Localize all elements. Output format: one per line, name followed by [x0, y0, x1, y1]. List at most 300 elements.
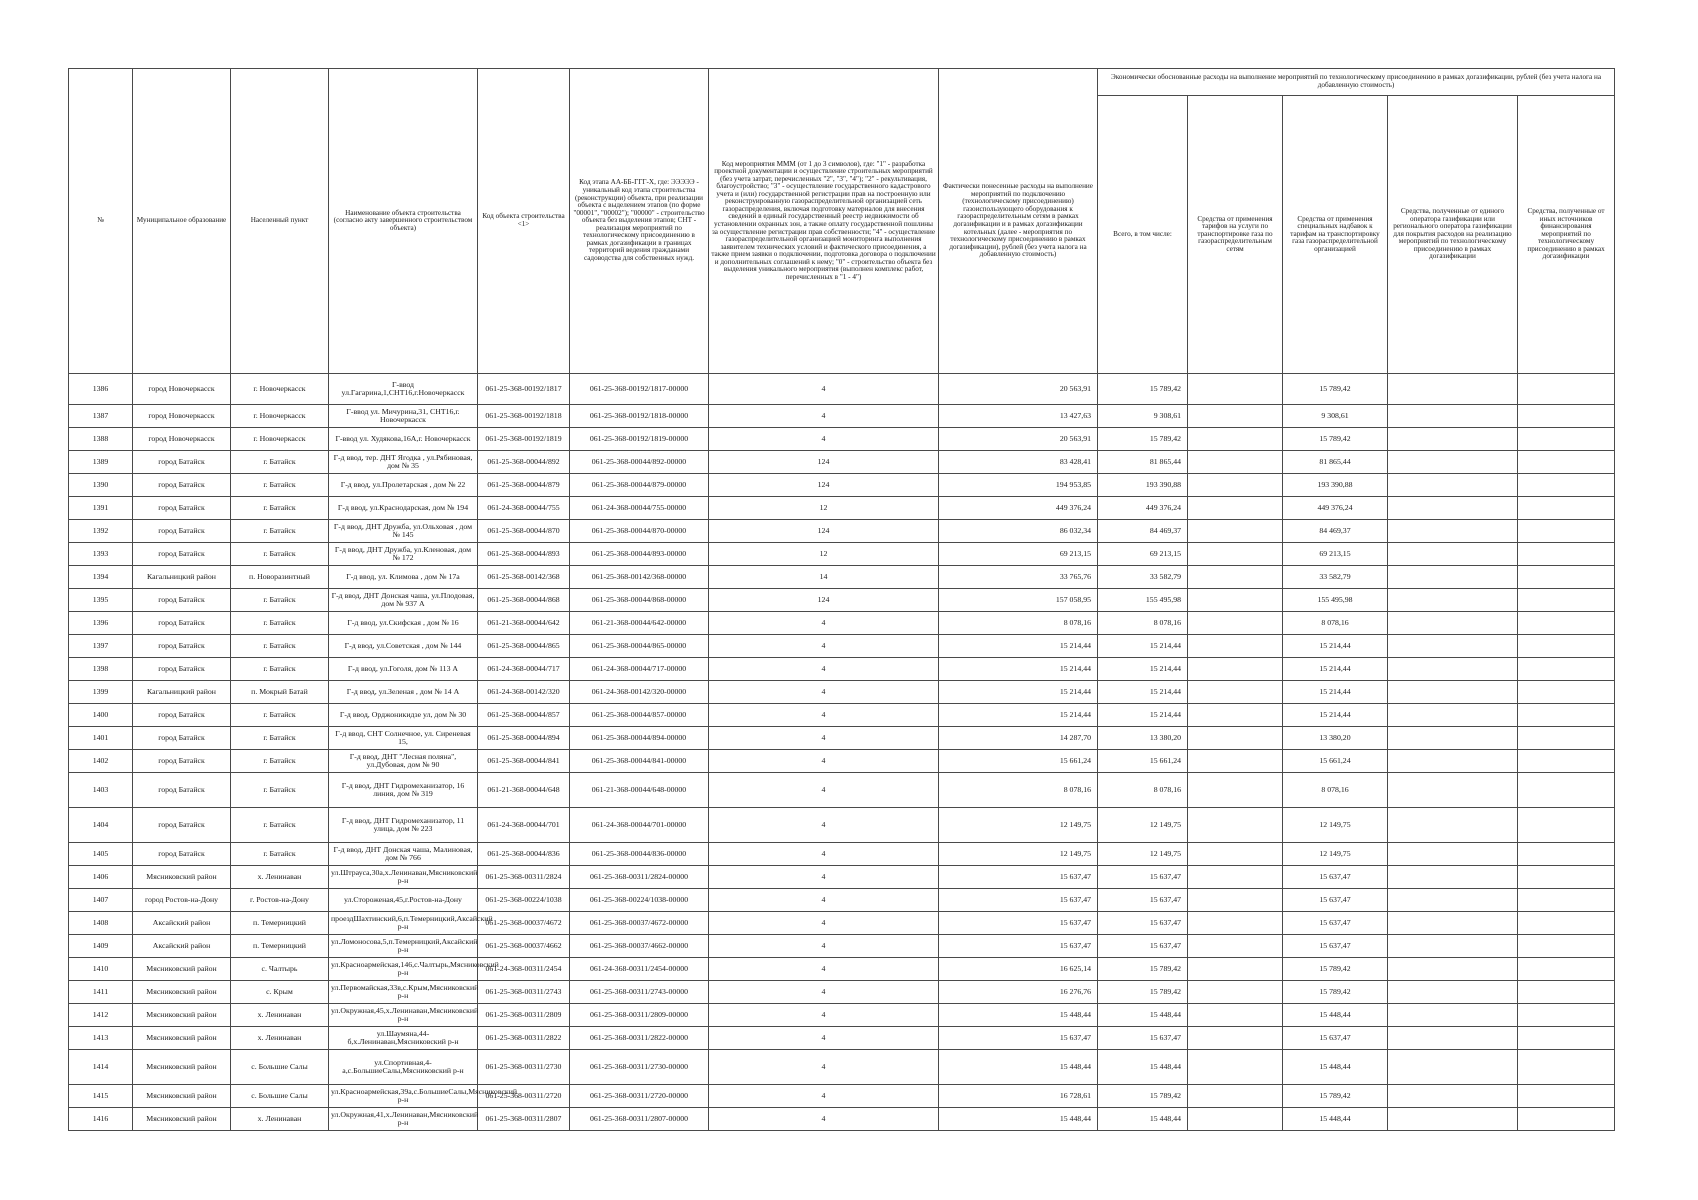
- cell-stage-code: 061-21-368-00044/642-00000: [570, 612, 709, 635]
- cell-municipality: город Батайск: [133, 474, 231, 497]
- table-row: [69, 451, 1615, 474]
- col-object-code: Код объекта строительства <1>: [478, 69, 570, 374]
- table-row: [69, 405, 1615, 428]
- cell-event-code: 124: [709, 589, 939, 612]
- table-row: [69, 681, 1615, 704]
- cell-total: 84 469,37: [1098, 520, 1188, 543]
- table-row: [69, 773, 1615, 808]
- cell-object-code: 061-25-368-00224/1038: [478, 889, 570, 912]
- cell-no: 1392: [69, 520, 133, 543]
- cell-object-code: 061-25-368-00311/2809: [478, 1004, 570, 1027]
- cell-tariff-funds: [1188, 566, 1283, 589]
- cell-total: 33 582,79: [1098, 566, 1188, 589]
- cell-event-code: 124: [709, 474, 939, 497]
- cell-total: 15 637,47: [1098, 866, 1188, 889]
- cell-tariff-funds: [1188, 808, 1283, 843]
- cell-municipality: Кагальницкий район: [133, 566, 231, 589]
- cell-tariff-funds: [1188, 612, 1283, 635]
- cell-other-funds: [1518, 658, 1615, 681]
- cell-settlement: г. Батайск: [231, 612, 329, 635]
- cell-settlement: с. Большие Салы: [231, 1085, 329, 1108]
- cell-event-code: 14: [709, 566, 939, 589]
- cell-other-funds: [1518, 750, 1615, 773]
- table-row: [69, 808, 1615, 843]
- cell-settlement: г. Батайск: [231, 635, 329, 658]
- cell-settlement: с. Крым: [231, 981, 329, 1004]
- cell-object-code: 061-25-368-00037/4662: [478, 935, 570, 958]
- cell-settlement: г. Батайск: [231, 474, 329, 497]
- cell-no: 1390: [69, 474, 133, 497]
- cell-object-name: Г-д ввод, ул. Климова , дом № 17а: [329, 566, 478, 589]
- cell-tariff-funds: [1188, 589, 1283, 612]
- cell-special-allowances: 81 865,44: [1283, 451, 1388, 474]
- table-row: [69, 1050, 1615, 1085]
- cell-stage-code: 061-24-368-00044/755-00000: [570, 497, 709, 520]
- cell-object-code: 061-25-368-00044/893: [478, 543, 570, 566]
- cell-tariff-funds: [1188, 889, 1283, 912]
- cell-stage-code: 061-25-368-00044/841-00000: [570, 750, 709, 773]
- cell-stage-code: 061-24-368-00044/701-00000: [570, 808, 709, 843]
- cell-event-code: 124: [709, 451, 939, 474]
- cell-tariff-funds: [1188, 935, 1283, 958]
- cell-tariff-funds: [1188, 843, 1283, 866]
- cell-total: 15 661,24: [1098, 750, 1188, 773]
- cell-object-name: ул.Первомайская,33в,с.Крым,Мясниковский р-н: [329, 981, 478, 1004]
- cell-operator-funds: [1388, 1050, 1518, 1085]
- cell-event-code: 4: [709, 428, 939, 451]
- table-row: [69, 374, 1615, 405]
- cell-object-code: 061-24-368-00044/701: [478, 808, 570, 843]
- cell-stage-code: 061-25-368-00311/2807-00000: [570, 1108, 709, 1131]
- cell-special-allowances: 15 661,24: [1283, 750, 1388, 773]
- cell-settlement: г. Батайск: [231, 727, 329, 750]
- cell-actual-costs: 15 661,24: [939, 750, 1098, 773]
- cell-stage-code: 061-21-368-00044/648-00000: [570, 773, 709, 808]
- cell-object-code: 061-25-368-00192/1819: [478, 428, 570, 451]
- cell-tariff-funds: [1188, 1004, 1283, 1027]
- cell-event-code: 4: [709, 1050, 939, 1085]
- cell-other-funds: [1518, 935, 1615, 958]
- cell-event-code: 12: [709, 497, 939, 520]
- cell-object-name: Г-д ввод, ДНТ "Лесная поляна", ул.Дубовая, дом № 90: [329, 750, 478, 773]
- cell-settlement: г. Батайск: [231, 843, 329, 866]
- cell-actual-costs: 20 563,91: [939, 428, 1098, 451]
- cell-actual-costs: 15 637,47: [939, 1027, 1098, 1050]
- col-settlement: Населенный пункт: [231, 69, 329, 374]
- cell-tariff-funds: [1188, 543, 1283, 566]
- cell-actual-costs: 16 625,14: [939, 958, 1098, 981]
- cell-object-code: 061-21-368-00044/642: [478, 612, 570, 635]
- cell-total: 15 448,44: [1098, 1050, 1188, 1085]
- cell-operator-funds: [1388, 935, 1518, 958]
- cell-total: 193 390,88: [1098, 474, 1188, 497]
- cell-municipality: Кагальницкий район: [133, 681, 231, 704]
- cell-tariff-funds: [1188, 1027, 1283, 1050]
- cell-object-name: ул.Стороженая,45,г.Ростов-на-Дону: [329, 889, 478, 912]
- table-row: [69, 589, 1615, 612]
- cell-operator-funds: [1388, 658, 1518, 681]
- cell-other-funds: [1518, 981, 1615, 1004]
- cell-settlement: г. Ростов-на-Дону: [231, 889, 329, 912]
- cell-municipality: Мясниковский район: [133, 1108, 231, 1131]
- cell-municipality: город Батайск: [133, 543, 231, 566]
- cell-object-name: Г-д ввод, ДНТ Донская чаша, Малиновая, дом № 766: [329, 843, 478, 866]
- cell-operator-funds: [1388, 889, 1518, 912]
- cell-municipality: Аксайский район: [133, 912, 231, 935]
- table-row: [69, 474, 1615, 497]
- cell-tariff-funds: [1188, 773, 1283, 808]
- cell-special-allowances: 15 789,42: [1283, 1085, 1388, 1108]
- cell-no: 1411: [69, 981, 133, 1004]
- cell-actual-costs: 16 728,61: [939, 1085, 1098, 1108]
- table-row: [69, 566, 1615, 589]
- cell-stage-code: 061-24-368-00142/320-00000: [570, 681, 709, 704]
- cell-municipality: город Новочеркасск: [133, 405, 231, 428]
- cell-municipality: Мясниковский район: [133, 866, 231, 889]
- cell-actual-costs: 15 448,44: [939, 1050, 1098, 1085]
- col-operator-funds: Средства, полученные от единого оператора газификации или регионального оператора газификации для покрытия расходов на реализацию мероприятий по технологическому присоединению в рамках догазификации: [1388, 96, 1518, 374]
- cell-operator-funds: [1388, 543, 1518, 566]
- cell-stage-code: 061-25-368-00311/2720-00000: [570, 1085, 709, 1108]
- cell-actual-costs: 15 214,44: [939, 681, 1098, 704]
- cell-settlement: г. Батайск: [231, 658, 329, 681]
- cell-operator-funds: [1388, 681, 1518, 704]
- cell-total: 15 214,44: [1098, 704, 1188, 727]
- cell-stage-code: 061-25-368-00311/2824-00000: [570, 866, 709, 889]
- cell-tariff-funds: [1188, 750, 1283, 773]
- col-object-name: Наименование объекта строительства (согласно акту завершенного строительством объекта): [329, 69, 478, 374]
- table-header: [69, 69, 1615, 374]
- cell-actual-costs: 15 214,44: [939, 704, 1098, 727]
- cell-tariff-funds: [1188, 658, 1283, 681]
- cell-municipality: город Ростов-на-Дону: [133, 889, 231, 912]
- cell-other-funds: [1518, 889, 1615, 912]
- cell-event-code: 4: [709, 866, 939, 889]
- cell-settlement: п. Темерницкий: [231, 935, 329, 958]
- cell-stage-code: 061-25-368-00192/1819-00000: [570, 428, 709, 451]
- cell-object-name: Г-д ввод, ДНТ Донская чаша, ул.Плодовая, дом № 937 А: [329, 589, 478, 612]
- cell-object-name: ул.Окружная,41,х.Ленинаван,Мясниковский р-н: [329, 1108, 478, 1131]
- cell-special-allowances: 15 789,42: [1283, 374, 1388, 405]
- cell-tariff-funds: [1188, 1108, 1283, 1131]
- cell-actual-costs: 16 276,76: [939, 981, 1098, 1004]
- cell-tariff-funds: [1188, 681, 1283, 704]
- cell-tariff-funds: [1188, 474, 1283, 497]
- cell-settlement: п. Новоразинтный: [231, 566, 329, 589]
- cell-no: 1388: [69, 428, 133, 451]
- cell-other-funds: [1518, 589, 1615, 612]
- cell-total: 15 214,44: [1098, 658, 1188, 681]
- cell-operator-funds: [1388, 1108, 1518, 1131]
- cell-event-code: 12: [709, 543, 939, 566]
- cell-special-allowances: 69 213,15: [1283, 543, 1388, 566]
- cell-other-funds: [1518, 474, 1615, 497]
- cell-special-allowances: 84 469,37: [1283, 520, 1388, 543]
- col-actual-costs: Фактически понесенные расходы на выполнение мероприятий по подключению (технологическому присоединению) газоиспользующего оборудования к газораспределительным сетям в рамках догазификации и в рамках догазификации котельных (далее - мероприятия по технологическому присоединению в рамках догазификации), рублей (без учета налога на добавленную стоимость): [939, 69, 1098, 374]
- cell-tariff-funds: [1188, 866, 1283, 889]
- cell-stage-code: 061-25-368-00311/2822-00000: [570, 1027, 709, 1050]
- cell-object-code: 061-24-368-00311/2454: [478, 958, 570, 981]
- cell-tariff-funds: [1188, 451, 1283, 474]
- cell-object-code: 061-25-368-00311/2720: [478, 1085, 570, 1108]
- cell-municipality: город Новочеркасск: [133, 374, 231, 405]
- cell-event-code: 4: [709, 612, 939, 635]
- cell-event-code: 4: [709, 912, 939, 935]
- cell-object-code: 061-25-368-00192/1817: [478, 374, 570, 405]
- cell-event-code: 124: [709, 520, 939, 543]
- cell-special-allowances: 15 637,47: [1283, 889, 1388, 912]
- cell-other-funds: [1518, 451, 1615, 474]
- cell-total: 155 495,98: [1098, 589, 1188, 612]
- col-event-code: Код мероприятия МММ (от 1 до 3 символов), где: "1" - разработка проектной документации и осуществление строительных мероприятий (без учета затрат, перечисленных "2", "3", "4"); "2" - рекультивация, благоустройство; "3" - осуществление государственного кадастрового учета и (или) государственной регистрации прав на построенную или реконструированную газораспределительной организацией сеть газораспределения, включая подготовку материалов для внесения сведений в единый государственный реестр недвижимости об установлении охранных зон, а также оплату государственной пошлины за осуществление регистрации прав собственности; "4" - осуществление газораспределительной организацией мониторинга выполнения заявителем технических условий и фактического присоединения, а также прием заявки о подключении, подготовка договора о подключении и дополнительных соглашений к нему; "0" - строительство объекта без выделения уникального мероприятия (выполнен комплекс работ, перечисленных в "1 - 4"): [709, 69, 939, 374]
- cell-operator-funds: [1388, 497, 1518, 520]
- cell-total: 15 789,42: [1098, 1085, 1188, 1108]
- cell-special-allowances: 8 078,16: [1283, 612, 1388, 635]
- cell-total: 15 637,47: [1098, 912, 1188, 935]
- cell-operator-funds: [1388, 1027, 1518, 1050]
- cell-other-funds: [1518, 612, 1615, 635]
- cell-operator-funds: [1388, 451, 1518, 474]
- cell-special-allowances: 15 214,44: [1283, 658, 1388, 681]
- cell-special-allowances: 8 078,16: [1283, 773, 1388, 808]
- cell-object-name: Г-д ввод, тер. ДНТ Ягодка , ул.Рябиновая, дом № 35: [329, 451, 478, 474]
- cell-municipality: город Батайск: [133, 451, 231, 474]
- cell-municipality: город Батайск: [133, 843, 231, 866]
- cell-special-allowances: 15 789,42: [1283, 958, 1388, 981]
- cell-operator-funds: [1388, 843, 1518, 866]
- cell-stage-code: 061-25-368-00311/2730-00000: [570, 1050, 709, 1085]
- cell-event-code: 4: [709, 1108, 939, 1131]
- cell-municipality: Мясниковский район: [133, 1004, 231, 1027]
- cell-municipality: город Батайск: [133, 589, 231, 612]
- table-row: [69, 497, 1615, 520]
- col-tariff-funds: Средства от применения тарифов на услуги по транспортировке газа по газораспределительным сетям: [1188, 96, 1283, 374]
- cell-operator-funds: [1388, 704, 1518, 727]
- cell-settlement: г. Новочеркасск: [231, 428, 329, 451]
- cell-other-funds: [1518, 808, 1615, 843]
- cell-other-funds: [1518, 773, 1615, 808]
- cell-municipality: город Батайск: [133, 773, 231, 808]
- cell-stage-code: 061-25-368-00192/1817-00000: [570, 374, 709, 405]
- cell-settlement: г. Батайск: [231, 589, 329, 612]
- cell-no: 1397: [69, 635, 133, 658]
- cell-actual-costs: 15 637,47: [939, 912, 1098, 935]
- table-row: [69, 543, 1615, 566]
- cell-settlement: х. Ленинаван: [231, 1027, 329, 1050]
- cell-object-code: 061-25-368-00044/892: [478, 451, 570, 474]
- cell-object-name: Г-д ввод, ДНТ Гидромеханизатор, 11 улица, дом № 223: [329, 808, 478, 843]
- cell-special-allowances: 33 582,79: [1283, 566, 1388, 589]
- cell-tariff-funds: [1188, 497, 1283, 520]
- cell-municipality: город Батайск: [133, 520, 231, 543]
- cell-other-funds: [1518, 374, 1615, 405]
- cell-municipality: Мясниковский район: [133, 1085, 231, 1108]
- cell-stage-code: 061-25-368-00142/368-00000: [570, 566, 709, 589]
- table-row: [69, 935, 1615, 958]
- cell-other-funds: [1518, 1108, 1615, 1131]
- cell-actual-costs: 8 078,16: [939, 612, 1098, 635]
- cell-stage-code: 061-25-368-00044/836-00000: [570, 843, 709, 866]
- cell-object-name: ул.Штрауса,30а,х.Ленинаван,Мясниковский р-н: [329, 866, 478, 889]
- cell-object-name: Г-д ввод, ул.Пролетарская , дом № 22: [329, 474, 478, 497]
- cell-object-code: 061-25-368-00311/2730: [478, 1050, 570, 1085]
- cell-object-name: Г-ввод ул.Гагарина,1,СНТ16,г.Новочеркасск: [329, 374, 478, 405]
- cell-special-allowances: 15 448,44: [1283, 1108, 1388, 1131]
- cell-total: 8 078,16: [1098, 612, 1188, 635]
- cell-other-funds: [1518, 912, 1615, 935]
- cell-event-code: 4: [709, 981, 939, 1004]
- cell-actual-costs: 15 214,44: [939, 658, 1098, 681]
- cell-actual-costs: 13 427,63: [939, 405, 1098, 428]
- cell-stage-code: 061-25-368-00037/4662-00000: [570, 935, 709, 958]
- cell-object-name: Г-д ввод, ДНТ Гидромеханизатор, 16 линия, дом № 319: [329, 773, 478, 808]
- cell-event-code: 4: [709, 889, 939, 912]
- cell-total: 15 789,42: [1098, 428, 1188, 451]
- cell-special-allowances: 155 495,98: [1283, 589, 1388, 612]
- cell-settlement: г. Батайск: [231, 750, 329, 773]
- cell-total: 449 376,24: [1098, 497, 1188, 520]
- cell-object-code: 061-24-368-00142/320: [478, 681, 570, 704]
- cell-stage-code: 061-24-368-00311/2454-00000: [570, 958, 709, 981]
- cell-actual-costs: 33 765,76: [939, 566, 1098, 589]
- col-total: Всего, в том числе:: [1098, 96, 1188, 374]
- cell-total: 12 149,75: [1098, 808, 1188, 843]
- cell-municipality: Мясниковский район: [133, 958, 231, 981]
- cell-special-allowances: 15 448,44: [1283, 1050, 1388, 1085]
- cell-stage-code: 061-25-368-00044/893-00000: [570, 543, 709, 566]
- cell-object-name: Г-д ввод, СНТ Солнечное, ул. Сиреневая 15,: [329, 727, 478, 750]
- cell-operator-funds: [1388, 958, 1518, 981]
- cell-total: 15 789,42: [1098, 958, 1188, 981]
- cell-operator-funds: [1388, 474, 1518, 497]
- cell-tariff-funds: [1188, 727, 1283, 750]
- table-row: [69, 866, 1615, 889]
- cell-actual-costs: 15 637,47: [939, 866, 1098, 889]
- cell-other-funds: [1518, 405, 1615, 428]
- cell-municipality: город Новочеркасск: [133, 428, 231, 451]
- cell-municipality: Мясниковский район: [133, 1050, 231, 1085]
- cell-object-name: ул.Окружная,45,х.Ленинаван,Мясниковский р-н: [329, 1004, 478, 1027]
- cell-object-code: 061-25-368-00044/841: [478, 750, 570, 773]
- cell-settlement: х. Ленинаван: [231, 866, 329, 889]
- cell-event-code: 4: [709, 843, 939, 866]
- cell-operator-funds: [1388, 566, 1518, 589]
- cell-object-name: Г-д ввод, ул.Гоголя, дом № 113 А: [329, 658, 478, 681]
- cell-operator-funds: [1388, 1085, 1518, 1108]
- cell-actual-costs: 12 149,75: [939, 843, 1098, 866]
- cell-actual-costs: 15 637,47: [939, 935, 1098, 958]
- cell-event-code: 4: [709, 750, 939, 773]
- cell-no: 1403: [69, 773, 133, 808]
- table-row: [69, 750, 1615, 773]
- cell-other-funds: [1518, 681, 1615, 704]
- cell-operator-funds: [1388, 1004, 1518, 1027]
- cell-no: 1410: [69, 958, 133, 981]
- cell-event-code: 4: [709, 1085, 939, 1108]
- cell-object-name: Г-ввод ул. Мичурина,31, СНТ16,г. Новочеркасск: [329, 405, 478, 428]
- cell-other-funds: [1518, 1027, 1615, 1050]
- cell-actual-costs: 12 149,75: [939, 808, 1098, 843]
- cell-settlement: с. Чалтырь: [231, 958, 329, 981]
- cell-actual-costs: 15 637,47: [939, 889, 1098, 912]
- col-no: №: [69, 69, 133, 374]
- cell-no: 1398: [69, 658, 133, 681]
- cell-municipality: город Батайск: [133, 497, 231, 520]
- cell-object-code: 061-25-368-00044/857: [478, 704, 570, 727]
- cell-actual-costs: 69 213,15: [939, 543, 1098, 566]
- cell-settlement: г. Батайск: [231, 773, 329, 808]
- cell-event-code: 4: [709, 405, 939, 428]
- cell-operator-funds: [1388, 981, 1518, 1004]
- cell-actual-costs: 86 032,34: [939, 520, 1098, 543]
- cell-total: 15 214,44: [1098, 681, 1188, 704]
- cell-event-code: 4: [709, 658, 939, 681]
- cell-total: 8 078,16: [1098, 773, 1188, 808]
- cell-settlement: х. Ленинаван: [231, 1004, 329, 1027]
- cell-no: 1409: [69, 935, 133, 958]
- cell-object-code: 061-25-368-00044/865: [478, 635, 570, 658]
- cell-no: 1407: [69, 889, 133, 912]
- cell-other-funds: [1518, 843, 1615, 866]
- cell-no: 1413: [69, 1027, 133, 1050]
- cell-object-code: 061-25-368-00311/2807: [478, 1108, 570, 1131]
- cell-operator-funds: [1388, 374, 1518, 405]
- table-row: [69, 520, 1615, 543]
- cell-municipality: город Батайск: [133, 727, 231, 750]
- cell-total: 15 637,47: [1098, 935, 1188, 958]
- cell-special-allowances: 15 637,47: [1283, 912, 1388, 935]
- cell-actual-costs: 20 563,91: [939, 374, 1098, 405]
- cell-total: 69 213,15: [1098, 543, 1188, 566]
- cell-event-code: 4: [709, 808, 939, 843]
- cell-other-funds: [1518, 566, 1615, 589]
- table-row: [69, 1027, 1615, 1050]
- cell-special-allowances: 193 390,88: [1283, 474, 1388, 497]
- cell-municipality: город Батайск: [133, 704, 231, 727]
- col-other-funds: Средства, полученные от иных источников финансирования мероприятий по технологическому присоединению в рамках догазификации: [1518, 96, 1615, 374]
- cell-no: 1389: [69, 451, 133, 474]
- table-body: [69, 374, 1615, 1131]
- cell-no: 1408: [69, 912, 133, 935]
- cell-stage-code: 061-25-368-00044/892-00000: [570, 451, 709, 474]
- cell-operator-funds: [1388, 808, 1518, 843]
- col-municipality: Муниципальное образование: [133, 69, 231, 374]
- cell-object-code: 061-24-368-00044/755: [478, 497, 570, 520]
- cell-no: 1394: [69, 566, 133, 589]
- cell-settlement: г. Батайск: [231, 704, 329, 727]
- cell-total: 15 214,44: [1098, 635, 1188, 658]
- cell-special-allowances: 15 637,47: [1283, 1027, 1388, 1050]
- cell-object-name: ул.Красноармейская,39а,с.БольшиеСалы,Мясниковский р-н: [329, 1085, 478, 1108]
- cell-municipality: город Батайск: [133, 635, 231, 658]
- cell-special-allowances: 15 448,44: [1283, 1004, 1388, 1027]
- cell-other-funds: [1518, 497, 1615, 520]
- cell-operator-funds: [1388, 866, 1518, 889]
- cell-total: 15 637,47: [1098, 1027, 1188, 1050]
- table-row: [69, 612, 1615, 635]
- cell-municipality: город Батайск: [133, 612, 231, 635]
- cell-total: 81 865,44: [1098, 451, 1188, 474]
- cell-actual-costs: 83 428,41: [939, 451, 1098, 474]
- cell-event-code: 4: [709, 958, 939, 981]
- cell-stage-code: 061-24-368-00044/717-00000: [570, 658, 709, 681]
- cell-settlement: г. Батайск: [231, 808, 329, 843]
- cell-other-funds: [1518, 543, 1615, 566]
- table-row: [69, 1004, 1615, 1027]
- cell-municipality: Мясниковский район: [133, 981, 231, 1004]
- cell-object-name: Г-д ввод, ул.Зеленая , дом № 14 А: [329, 681, 478, 704]
- cell-no: 1405: [69, 843, 133, 866]
